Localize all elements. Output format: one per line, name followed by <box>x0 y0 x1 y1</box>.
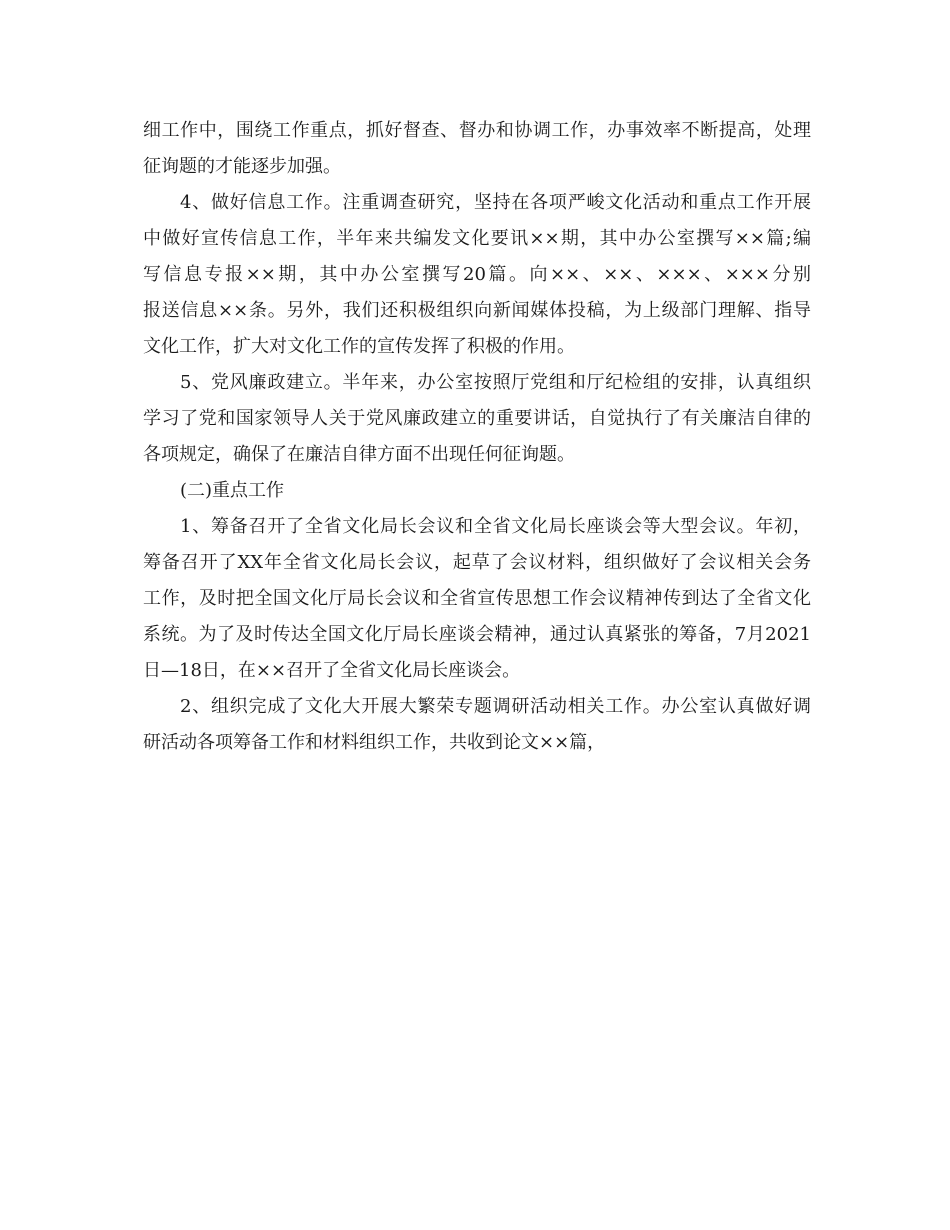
text-line: 筹备召开了XX年全省文化局长会议，起草了会议材料，组织做好了会议相关会务 <box>143 552 811 573</box>
text-line: 5、党风廉政建立。半年来，办公室按照厅党组和厅纪检组的安排，认真组织 <box>180 372 811 393</box>
text-line: 细工作中，围绕工作重点，抓好督查、督办和协调工作，办事效率不断提高，处理 <box>143 120 811 141</box>
text-line: 学习了党和国家领导人关于党风廉政建立的重要讲话，自觉执行了有关廉洁自律的 <box>143 408 811 429</box>
text-line: 文化工作，扩大对文化工作的宣传发挥了积极的作用。 <box>143 336 575 357</box>
text-line: 4、做好信息工作。注重调查研究，坚持在各项严峻文化活动和重点工作开展 <box>180 192 811 213</box>
text-line: 1、筹备召开了全省文化局长会议和全省文化局长座谈会等大型会议。年初， <box>180 516 811 537</box>
text-line: 各项规定，确保了在廉洁自律方面不出现任何征询题。 <box>143 444 575 465</box>
text-line: 日—18日，在××召开了全省文化局长座谈会。 <box>143 660 521 681</box>
text-line: (二)重点工作 <box>180 480 285 501</box>
text-line: 研活动各项筹备工作和材料组织工作，共收到论文××篇， <box>143 732 606 753</box>
text-line: 工作，及时把全国文化厅局长会议和全省宣传思想工作会议精神传到达了全省文化 <box>143 588 811 609</box>
text-line: 报送信息××条。另外，我们还积极组织向新闻媒体投稿，为上级部门理解、指导 <box>143 300 811 321</box>
text-line: 写信息专报××期，其中办公室撰写20篇。向××、××、×××、×××分别 <box>143 264 811 285</box>
text-line: 系统。为了及时传达全国文化厅局长座谈会精神，通过认真紧张的筹备，7月2021 <box>143 624 811 645</box>
text-line: 2、组织完成了文化大开展大繁荣专题调研活动相关工作。办公室认真做好调 <box>180 696 811 717</box>
text-line: 征询题的才能逐步加强。 <box>143 156 341 177</box>
document-body <box>143 113 811 761</box>
text-line: 中做好宣传信息工作，半年来共编发文化要讯××期，其中办公室撰写××篇;编 <box>143 228 811 249</box>
